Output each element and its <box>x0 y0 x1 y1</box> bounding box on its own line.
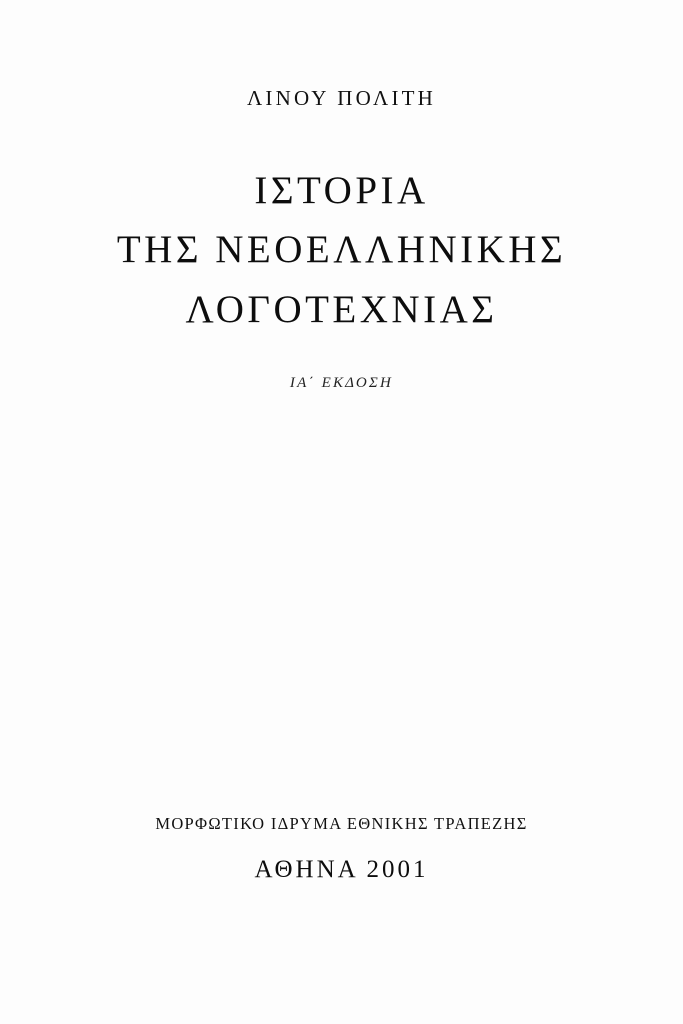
title-line-2: ΤΗΣ ΝΕΟΕΛΛΗΝΙΚΗΣ <box>116 228 567 272</box>
place-and-year: ΑΘΗΝΑ 2001 <box>254 856 429 883</box>
title-line-1: ΙΣΤΟΡΙΑ <box>254 169 429 212</box>
title-line-3: ΛΟΓΟΤΕΧΝΙΑΣ <box>185 287 498 331</box>
publisher-name: ΜΟΡΦΩΤΙΚΟ ΙΔΡΥΜΑ ΕΘΝΙΚΗΣ ΤΡΑΠΕΖΗΣ <box>155 814 528 833</box>
author-name: ΛΙΝΟΥ ΠΟΛΙΤΗ <box>246 86 437 110</box>
edition-statement: ΙΑ΄ ΕΚΔΟΣΗ <box>289 374 394 391</box>
book-title <box>0 161 683 339</box>
